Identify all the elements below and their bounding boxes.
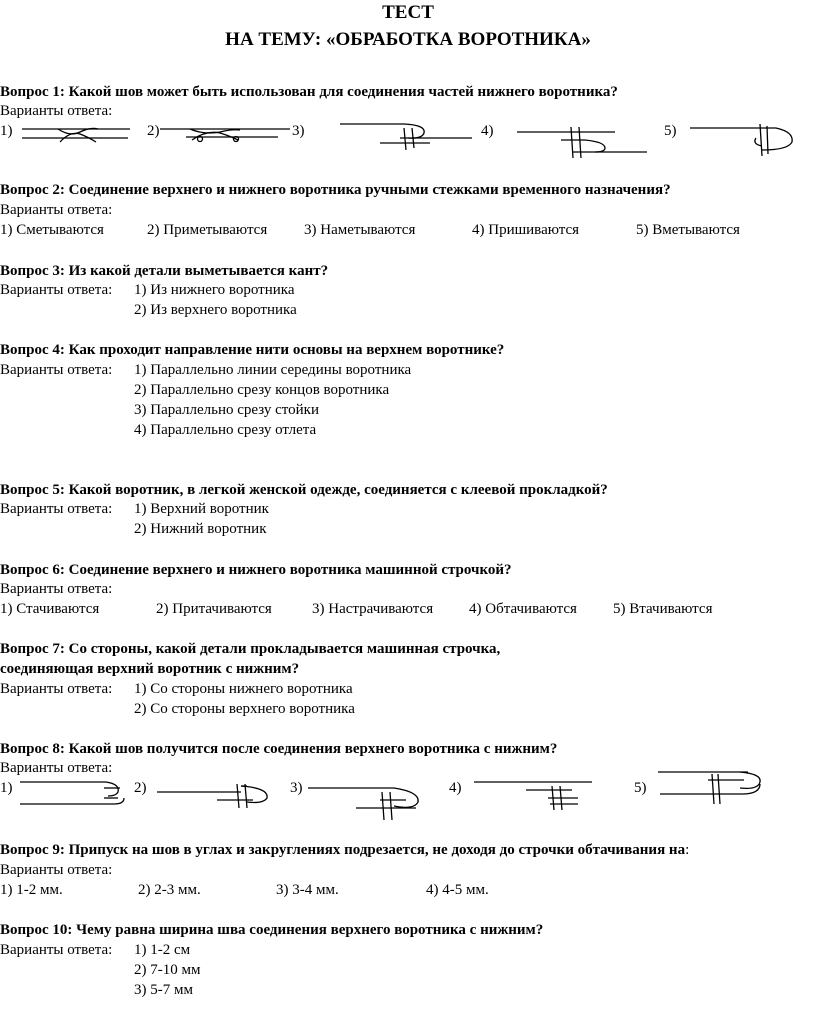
q4-option-2[interactable]: 2) Параллельно срезу концов воротника	[134, 382, 390, 398]
question-10: Вопрос 10: Чему равна ширина шва соединения верхнего воротника с нижним?	[0, 922, 544, 938]
question-3: Вопрос 3: Из какой детали выметывается кант?	[0, 263, 329, 279]
q1-option-3[interactable]: 3)	[292, 123, 305, 139]
zigzag-seam-icon	[18, 118, 136, 154]
lap-seam-icon	[515, 118, 651, 158]
question-5: Вопрос 5: Какой воротник, в легкой женской одежде, соединяется с клеевой прокладкой?	[0, 482, 608, 498]
q10-option-3[interactable]: 3) 5-7 мм	[134, 982, 193, 998]
q9-option-2[interactable]: 2) 2-3 мм.	[138, 882, 201, 898]
q6-option-4[interactable]: 4) Обтачиваются	[469, 601, 577, 617]
test-subtitle: НА ТЕМУ: «ОБРАБОТКА ВОРОТНИКА»	[225, 29, 591, 50]
folded-seam-icon	[340, 118, 480, 154]
q7-option-2[interactable]: 2) Со стороны верхнего воротника	[134, 701, 355, 717]
edge-fold-seam-icon	[18, 776, 130, 810]
answers-label: Варианты ответа:	[0, 581, 113, 597]
q2-option-3[interactable]: 3) Наметываются	[304, 222, 416, 238]
question-8: Вопрос 8: Какой шов получится после соединения верхнего воротника с нижним?	[0, 741, 558, 757]
q1-option-1[interactable]: 1)	[0, 123, 13, 139]
q2-option-4[interactable]: 4) Пришиваются	[472, 222, 580, 238]
q3-option-2[interactable]: 2) Из верхнего воротника	[134, 302, 297, 318]
q10-option-2[interactable]: 2) 7-10 мм	[134, 962, 201, 978]
q7-option-1[interactable]: 1) Со стороны нижнего воротника	[134, 681, 353, 697]
q6-option-5[interactable]: 5) Втачиваются	[613, 601, 713, 617]
q5-option-2[interactable]: 2) Нижний воротник	[134, 521, 267, 537]
q3-option-1[interactable]: 1) Из нижнего воротника	[134, 282, 295, 298]
double-stitch-seam-icon	[466, 776, 596, 812]
q8-option-3[interactable]: 3)	[290, 780, 303, 796]
answers-label: Варианты ответа:	[0, 942, 113, 958]
q9-option-4[interactable]: 4) 4-5 мм.	[426, 882, 489, 898]
question-9	[0, 841, 689, 860]
question-7: Вопрос 7: Со стороны, какой детали прокладывается машинная строчка,	[0, 641, 501, 657]
q2-option-2[interactable]: 2) Приметываются	[147, 222, 268, 238]
outline-seam-icon	[157, 776, 273, 810]
question-9-tail: :	[685, 842, 690, 858]
answers-label: Варианты ответа:	[0, 362, 113, 378]
question-6: Вопрос 6: Соединение верхнего и нижнего воротника машинной строчкой?	[0, 562, 512, 578]
q9-option-1[interactable]: 1) 1-2 мм.	[0, 882, 63, 898]
q6-option-3[interactable]: 3) Настрачиваются	[312, 601, 434, 617]
q8-option-4[interactable]: 4)	[449, 780, 462, 796]
answers-label: Варианты ответа:	[0, 501, 113, 517]
q8-option-1[interactable]: 1)	[0, 780, 13, 796]
question-7-continued: соединяющая верхний воротник с нижним?	[0, 661, 300, 677]
question-9-text: Вопрос 9: Припуск на шов в углах и закруглениях подрезается, не доходя до строчки обтачивания на	[0, 842, 686, 858]
q8-option-5[interactable]: 5)	[634, 780, 647, 796]
answers-label: Варианты ответа:	[0, 760, 113, 776]
q2-option-5[interactable]: 5) Вметываются	[636, 222, 740, 238]
q4-option-1[interactable]: 1) Параллельно линии середины воротника	[134, 362, 412, 378]
q6-option-2[interactable]: 2) Притачиваются	[156, 601, 272, 617]
q10-option-1[interactable]: 1) 1-2 см	[134, 942, 191, 958]
answers-label: Варианты ответа:	[0, 282, 113, 298]
q1-option-5[interactable]: 5)	[664, 123, 677, 139]
edge-seam-icon	[690, 118, 798, 158]
bound-seam-icon	[656, 766, 768, 810]
answers-label: Варианты ответа:	[0, 681, 113, 697]
answers-label: Варианты ответа:	[0, 103, 113, 119]
q4-option-4[interactable]: 4) Параллельно срезу отлета	[134, 422, 317, 438]
q1-option-2[interactable]: 2)	[147, 123, 160, 139]
q9-option-3[interactable]: 3) 3-4 мм.	[276, 882, 339, 898]
answers-label: Варианты ответа:	[0, 862, 113, 878]
q6-option-1[interactable]: 1) Стачиваются	[0, 601, 100, 617]
question-4: Вопрос 4: Как проходит направление нити основы на верхнем воротнике?	[0, 342, 505, 358]
test-title: ТЕСТ	[382, 2, 434, 23]
welt-seam-icon	[306, 778, 426, 820]
question-1: Вопрос 1: Какой шов может быть использован для соединения частей нижнего воротника?	[0, 84, 618, 100]
answers-label: Варианты ответа:	[0, 202, 113, 218]
q8-option-2[interactable]: 2)	[134, 780, 147, 796]
q1-option-4[interactable]: 4)	[481, 123, 494, 139]
question-2: Вопрос 2: Соединение верхнего и нижнего воротника ручными стежками временного назначения?	[0, 182, 671, 198]
q5-option-1[interactable]: 1) Верхний воротник	[134, 501, 269, 517]
q4-option-3[interactable]: 3) Параллельно срезу стойки	[134, 402, 319, 418]
zigzag-stitch-seam-icon	[160, 118, 292, 154]
q2-option-1[interactable]: 1) Сметываются	[0, 222, 104, 238]
